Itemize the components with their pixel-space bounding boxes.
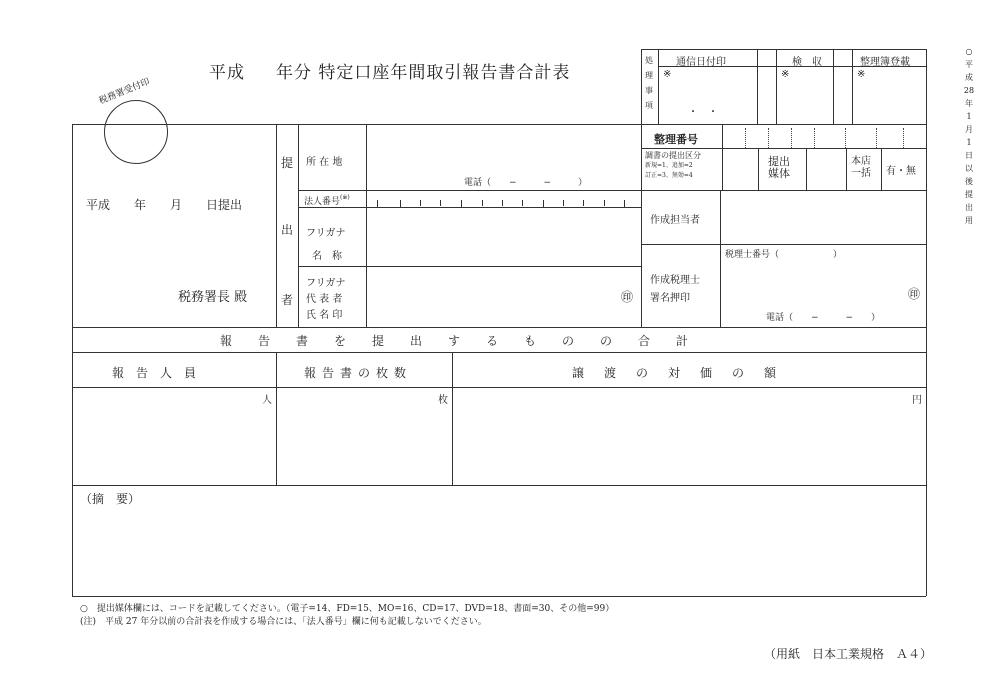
accountant-seal-mark: ㊞: [908, 287, 921, 301]
mark-1: ※: [663, 69, 672, 80]
comm-date-stamp-header: 通信日付印: [676, 57, 726, 68]
representative-label: 代 表 者: [306, 294, 343, 305]
form-title: 年分 特定口座年間取引報告書合計表: [276, 63, 571, 83]
remarks-label: （摘 要）: [80, 492, 141, 506]
corp-number-label: 法人番号(※): [304, 194, 350, 207]
inspection-header: 検 収: [792, 57, 822, 68]
receipt-stamp-circle: [104, 100, 168, 164]
col-report-count: 報告書の枚数: [304, 366, 413, 380]
tax-accountant-label: 作成税理士: [650, 275, 700, 286]
address-label: 所 在 地: [306, 157, 343, 168]
unit-people: 人: [262, 395, 272, 406]
furigana-label-2: フリガナ: [306, 278, 346, 289]
name-label: 名 称: [312, 251, 342, 262]
date-dots: ・ ・: [688, 107, 718, 118]
yes-no-toggle[interactable]: 有・無: [886, 166, 916, 177]
rep-name-seal-label: 氏 名 印: [306, 310, 343, 321]
submission-date: 平成 年 月 日提出: [86, 198, 243, 212]
preparer-label: 作成担当者: [650, 215, 700, 226]
submitter-label-1: 提: [281, 156, 294, 170]
furigana-label-1: フリガナ: [306, 228, 346, 239]
col-transfer-amount: 譲渡の対価の額: [572, 366, 797, 380]
side-note: ○ 平 成 28 年 1 月 1 日 以 後 提 出 用: [963, 47, 975, 225]
note-corp-number: (注) 平成 27 年分以前の合計表を作成する場合には、「法人番号」欄に何も記載しないでください。: [80, 617, 487, 627]
submitter-seal-mark: ㊞: [621, 290, 634, 304]
unit-yen: 円: [912, 395, 922, 406]
submitter-label-3: 者: [281, 293, 294, 307]
signature-seal-label: 署名押印: [650, 293, 690, 304]
unit-count: 枚: [438, 395, 448, 406]
register-header: 整理簿登載: [860, 57, 910, 68]
submission-media-label: 提出媒体: [768, 155, 790, 180]
note-media-code: ○ 提出媒体欄には、コードを記載してください。（電子=14、FD=15、MO=16、CD=17、DVD=18、書面=30、その他=99）: [80, 604, 615, 614]
head-office-batch-label: 本店一括: [851, 156, 871, 179]
phone-field-accountant[interactable]: 電話（ − − ）: [766, 313, 881, 323]
paper-spec: （用紙 日本工業規格 Ａ４）: [764, 647, 933, 661]
tax-accountant-number-field[interactable]: 税理士番号（ ）: [725, 250, 843, 260]
mark-2: ※: [781, 69, 790, 80]
mark-3: ※: [857, 69, 866, 80]
submission-class-label: 調書の提出区分 新規=1、追加=2 訂正=3、無効=4: [645, 151, 701, 179]
receipt-stamp-label: 税務署受付印: [97, 77, 152, 107]
era-label: 平成: [209, 63, 245, 83]
summary-heading: 報告書を提出するものの合計: [220, 334, 715, 348]
submitter-label-2: 出: [281, 223, 294, 237]
reference-number-label: 整理番号: [654, 133, 698, 146]
phone-field-submitter[interactable]: 電話（ − − ）: [464, 178, 588, 188]
processing-label: 処 理 事 項: [645, 56, 653, 110]
tax-office-addressee: 税務署長 殿: [178, 290, 248, 305]
col-report-people: 報告人員: [112, 366, 209, 380]
